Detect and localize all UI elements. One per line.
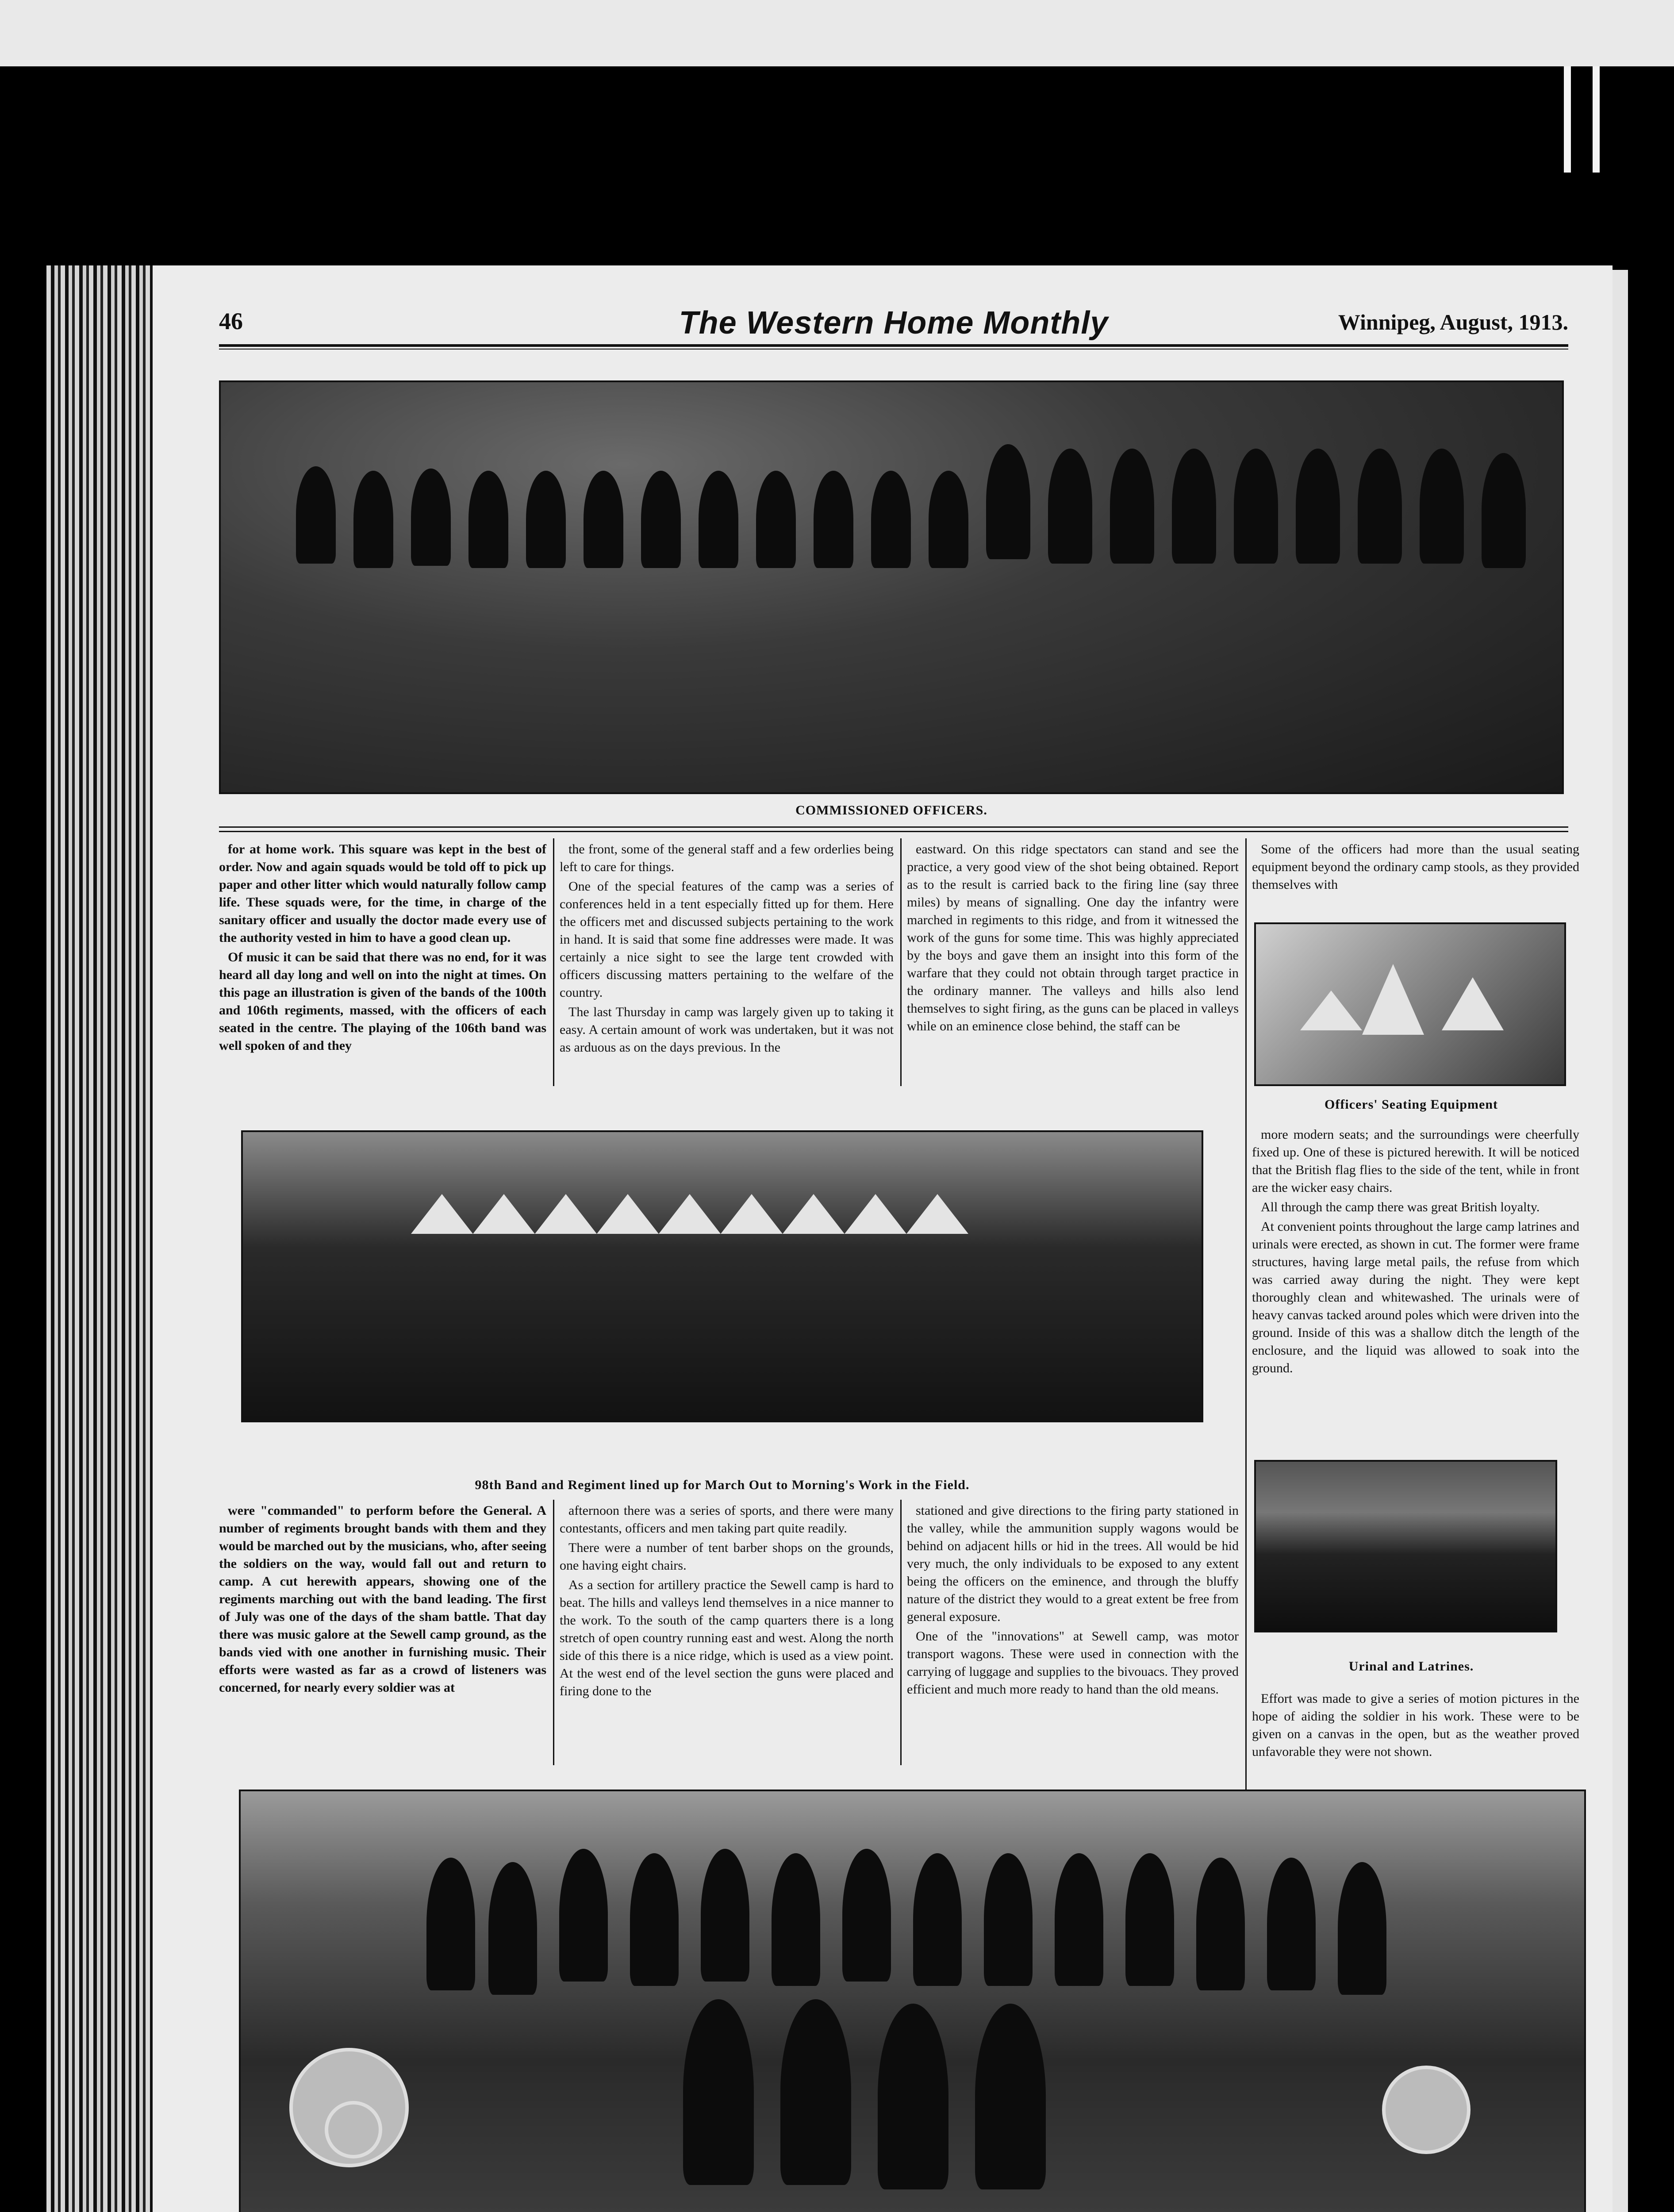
photo-bands-100th-106th (239, 1790, 1586, 2212)
photo-officers-seating (1254, 922, 1566, 1086)
article-column-1-top (219, 841, 546, 1056)
paragraph: the front, some of the general staff and a few orderlies being left to care for things. (560, 842, 894, 874)
article-column-1-bottom (219, 1502, 546, 1698)
facing-page-edge (1610, 270, 1628, 2212)
article-column-2-top (560, 841, 894, 1058)
scanner-background-top (0, 0, 1674, 66)
photo-urinal-latrines (1254, 1460, 1557, 1632)
paragraph: were "commanded" to perform before the General. A number of regiments brought bands with them and they would be marched out by the musicians, who, after seeing the soldiers on the way, would fall out and return to camp. A cut herewith appears, showing one of the regiments marching out with the band leading. The first of July was one of the days of the sham battle. That day there was music galore at the Sewell camp ground, as the bands vied with one another in furnishing music. Their efforts were wasted as far as a crowd of listeners was concerned, for nearly every soldier was at (219, 1503, 546, 1695)
paragraph: afternoon there was a series of sports, and there were many contestants, officers and men taking part quite readily. (560, 1503, 894, 1536)
paragraph: As a section for artillery practice the Sewell camp is hard to beat. The hills and valleys lend themselves in a nice manner to the work. To the south of the camp quarters there is a long stretch of open country running east and west. Along the north side of this there is a nice ridge, which is used as a view point. At the west end of the level section the guns were placed and firing done to the (560, 1578, 894, 1698)
paragraph: One of the "innovations" at Sewell camp, was motor transport wagons. These were used in connection with the carrying of luggage and supplies to the bivouacs. They proved efficient and much more ready to hand than the old means. (907, 1629, 1239, 1697)
paragraph: eastward. On this ridge spectators can stand and see the practice, a very good view of the shot being obtained. Report as to the result is carried back to the firing line (say three miles) by means of signalling. One day the infantry were marched in regiments to this ridge, and from it witnessed the work of the guns for some time. This was highly appreciated by the boys and gave them an insight into this form of the warfare that they could not obtain through target practice in the ordinary manner. The valleys and hills also lend themselves to sight firing, as the guns can be placed in valleys while on an eminence close behind, the staff can be (907, 842, 1239, 1033)
article-column-3-bottom (907, 1502, 1239, 1700)
caption-officers-seating: Officers' Seating Equipment (1325, 1097, 1498, 1112)
paragraph: Effort was made to give a series of motion pictures in the hope of aiding the soldier in his work. These were to be given on a canvas in the open, but as the weather proved unfavorable they were not shown. (1252, 1691, 1579, 1759)
paragraph: The last Thursday in camp was largely given up to taking it easy. A certain amount of work was undertaken, but it was not as arduous as on the days previous. In the (560, 1005, 894, 1055)
paragraph: There were a number of tent barber shops on the grounds, one having eight chairs. (560, 1540, 894, 1573)
paragraph: Some of the officers had more than the usual seating equipment beyond the ordinary camp stools, as they provided themselves with (1252, 842, 1579, 892)
article-column-2-bottom (560, 1502, 894, 1702)
paragraph: All through the camp there was great British loyalty. (1261, 1200, 1540, 1214)
page-header (219, 305, 1568, 341)
section-rule-2 (219, 831, 1568, 832)
column-rule (900, 1500, 902, 1765)
article-column-4-top (1252, 841, 1579, 895)
paragraph: stationed and give directions to the firing party stationed in the valley, while the ammunition supply wagons would be behind on adjacent hills or hid in the trees. All would be hid very much, the only individuals to be exposed to any extent being the officers on the eminence, and through the bluffy nature of the district they would to a great extent be free from general exposure. (907, 1503, 1239, 1624)
paragraph: At convenient points throughout the large camp latrines and urinals were erected, as shown in cut. The former were frame structures, having large metal pails, the refuse from which was carried away during the night. They were kept thoroughly clean and whitewashed. The urinals were of heavy canvas tacked around poles which were driven into the ground. Inside of this was a shallow ditch the length of the enclosure, and the liquid was allowed to soak into the ground. (1252, 1219, 1579, 1375)
paragraph: Of music it can be said that there was no end, for it was heard all day long and well on into the night at times. On this page an illustration is given of the bands of the 100th and 106th regiments, massed, with the officers of each seated in the centre. The playing of the 106th band was well spoken of and they (219, 950, 546, 1053)
caption-urinal-latrines: Urinal and Latrines. (1348, 1659, 1474, 1674)
paragraph: for at home work. This square was kept in the best of order. Now and again squads would be told off to pick up paper and other litter which would naturally follow camp life. These squads were, for the time, in charge of the sanitary officer and usually the doctor made every use of the authority vested in him to have a good clean up. (219, 842, 546, 945)
dateline: Winnipeg, August, 1913. (1338, 310, 1568, 334)
header-rule (219, 344, 1568, 347)
photo-98th-band (241, 1130, 1203, 1422)
newspaper-page (153, 265, 1613, 2212)
column-rule (553, 1500, 554, 1765)
article-column-4-bottom (1252, 1690, 1579, 1763)
caption-98th-band: 98th Band and Regiment lined up for March Out to Morning's Work in the Field. (475, 1478, 970, 1492)
page-number: 46 (219, 308, 243, 334)
section-rule (219, 826, 1568, 828)
paragraph: One of the special features of the camp was a series of conferences held in a tent especially fitted up for them. Here the officers met and discussed subjects pertaining to the work in hand. It is said that some fine addresses were made. It was certainly a nice sight to see the large tent crowded with officers discussing matters pertaining to the welfare of the country. (560, 879, 894, 1000)
paragraph: more modern seats; and the surroundings were cheerfully fixed up. One of these is pictured herewith. It will be noticed that the British flag flies to the side of the tent, while in front are the wicker easy chairs. (1252, 1127, 1579, 1195)
masthead-title: The Western Home Monthly (679, 305, 1109, 341)
article-column-4-middle (1252, 1126, 1579, 1379)
article-column-3-top (907, 841, 1239, 1037)
page-edges (46, 265, 153, 2212)
column-rule (900, 838, 902, 1086)
column-rule (553, 838, 554, 1086)
photo-commissioned-officers (219, 380, 1564, 794)
caption-commissioned-officers: COMMISSIONED OFFICERS. (795, 803, 987, 818)
